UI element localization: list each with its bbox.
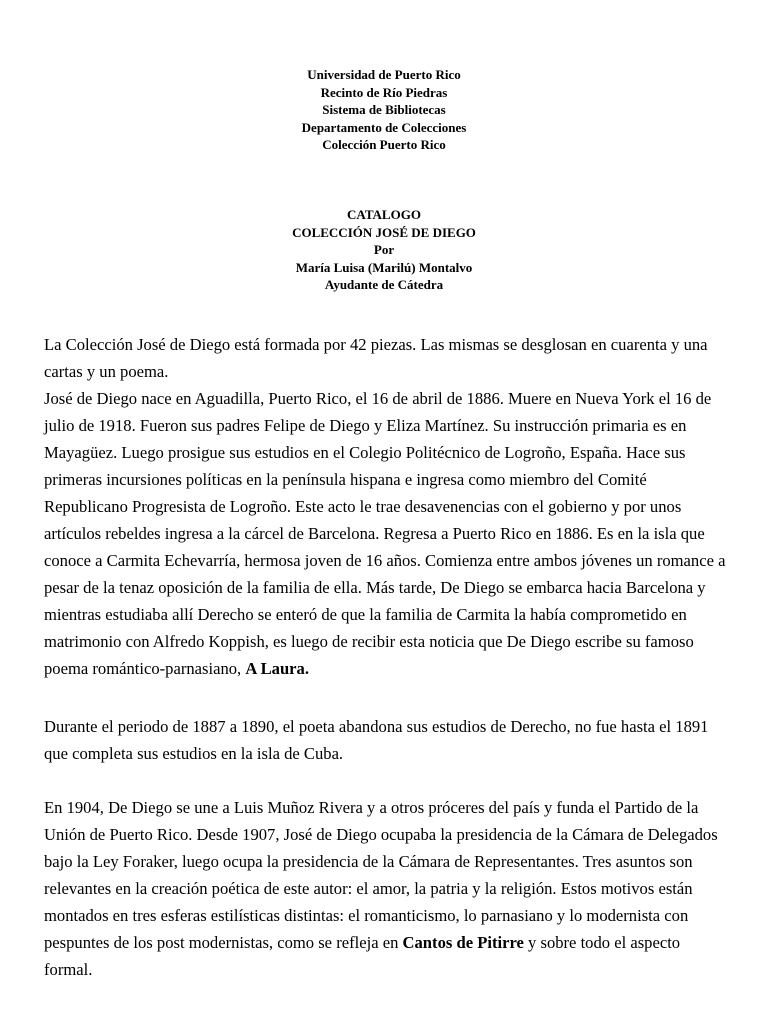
author-role: Ayudante de Cátedra xyxy=(324,277,444,292)
byline-label: Por xyxy=(373,242,395,257)
campus-name: Recinto de Río Piedras xyxy=(320,84,448,100)
paragraph-studies: Durante el periodo de 1887 a 1890, el poeta abandona sus estudios de Derecho, no fue hasta el 1891 que completa sus estudios en la isla de Cuba. xyxy=(44,717,709,763)
body-section-3 xyxy=(44,794,728,983)
university-name: Universidad de Puerto Rico xyxy=(307,67,461,82)
body-section-2 xyxy=(44,713,728,767)
political-career-ending: y sobre todo el aspecto formal. xyxy=(44,933,681,979)
catalog-title: CATALOGO xyxy=(347,207,421,222)
library-system: Sistema de Bibliotecas xyxy=(322,102,446,117)
paragraph-biography xyxy=(44,385,728,682)
institution-header xyxy=(0,66,768,154)
paragraph-political-career xyxy=(44,794,728,983)
biography-text: José de Diego nace en Aguadilla, Puerto Rico, el 16 de abril de 1886. Muere en Nueva York el 16 de julio de 1918. Fueron sus padres Felipe de Diego y Eliza Martínez. Su instrucción primaria es en Mayagüez. Luego prosigue sus estudios en el Colegio Politécnico de Logroño, España. Hace sus primeras incursiones políticas en la península hispana e ingresa como miembro del Comité Republicano Progresista de Logroño. Este acto le trae desavenencias con el gobierno y por unos artículos rebeldes ingresa a la cárcel de Barcelona. Regresa a Puerto Rico en 1886. Es en la isla que conoce a Carmita Echevarría, hermosa joven de 16 años. Comienza entre ambos jóvenes un romance a pesar de la tenaz oposición de la familia de ella. Más tarde, De Diego se embarca hacia Barcelona y mientras estudiaba allí Derecho se enteró de que la familia de Carmita la había comprometido en matrimonio con Alfredo Koppish, es luego de recibir esta noticia que De Diego escribe su famoso poema romántico-parnasiano, xyxy=(44,389,726,678)
poem-title-a-laura: A Laura. xyxy=(245,659,309,678)
collection-name: Colección Puerto Rico xyxy=(322,137,446,152)
catalog-subtitle: COLECCIÓN JOSÉ DE DIEGO xyxy=(292,224,476,240)
paragraph-collection-summary: La Colección José de Diego está formada por 42 piezas. Las mismas se desglosan en cuarenta y una cartas y un poema. xyxy=(44,335,708,381)
catalog-header xyxy=(0,206,768,294)
body-section-1 xyxy=(44,331,728,682)
department-name: Departamento de Colecciones xyxy=(301,119,467,135)
book-title-cantos-de-pitirre: Cantos de Pitirre xyxy=(402,933,524,952)
political-career-text: En 1904, De Diego se une a Luis Muñoz Rivera y a otros próceres del país y funda el Partido de la Unión de Puerto Rico. Desde 1907, José de Diego ocupaba la presidencia de la Cámara de Delegados bajo la Ley Foraker, luego ocupa la presidencia de la Cámara de Representantes. Tres asuntos son relevantes en la creación poética de este autor: el amor, la patria y la religión. Estos motivos están montados en tres esferas estilísticas distintas: el romanticismo, lo parnasiano y lo modernista con pespuntes de los post modernistas, como se refleja en xyxy=(44,798,718,952)
author-name: María Luisa (Marilú) Montalvo xyxy=(295,259,473,275)
